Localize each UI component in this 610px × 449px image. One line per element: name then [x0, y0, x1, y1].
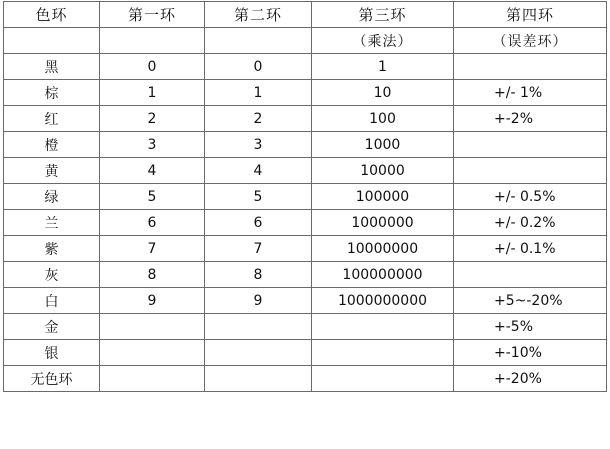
- cell-first-digit: 7: [100, 236, 205, 262]
- cell-first-digit: 0: [100, 54, 205, 80]
- cell-second-digit: [205, 340, 312, 366]
- table-row: [4, 340, 607, 366]
- cell-multiplier: 10000000: [312, 236, 454, 262]
- cell-color: 紫: [4, 236, 100, 262]
- cell-multiplier: [312, 340, 454, 366]
- table-row: [4, 236, 607, 262]
- cell-second-digit: [205, 314, 312, 340]
- cell-tolerance: +-20%: [454, 366, 607, 392]
- header-second-ring: 第二环: [205, 2, 312, 28]
- cell-first-digit: [100, 366, 205, 392]
- cell-tolerance: [454, 158, 607, 184]
- table-row: [4, 132, 607, 158]
- cell-second-digit: 1: [205, 80, 312, 106]
- cell-multiplier: [312, 314, 454, 340]
- table-row: [4, 210, 607, 236]
- table-row: [4, 158, 607, 184]
- header-row: [4, 2, 607, 28]
- cell-tolerance: [454, 132, 607, 158]
- cell-multiplier: 1000000: [312, 210, 454, 236]
- cell-color: 红: [4, 106, 100, 132]
- cell-second-digit: 7: [205, 236, 312, 262]
- cell-tolerance: +-10%: [454, 340, 607, 366]
- cell-color: 兰: [4, 210, 100, 236]
- cell-first-digit: 4: [100, 158, 205, 184]
- cell-color: 无色环: [4, 366, 100, 392]
- cell-second-digit: 8: [205, 262, 312, 288]
- cell-first-digit: 1: [100, 80, 205, 106]
- header-first-ring: 第一环: [100, 2, 205, 28]
- subheader-tolerance: （误差环）: [454, 28, 607, 54]
- table-row: [4, 262, 607, 288]
- cell-color: 金: [4, 314, 100, 340]
- cell-second-digit: 5: [205, 184, 312, 210]
- cell-tolerance: +-2%: [454, 106, 607, 132]
- cell-second-digit: 6: [205, 210, 312, 236]
- cell-first-digit: [100, 340, 205, 366]
- table-body: [4, 54, 607, 392]
- subheader-second-ring: [205, 28, 312, 54]
- cell-tolerance: +/- 1%: [454, 80, 607, 106]
- cell-multiplier: 1: [312, 54, 454, 80]
- header-third-ring: 第三环: [312, 2, 454, 28]
- cell-second-digit: 9: [205, 288, 312, 314]
- cell-tolerance: +/- 0.2%: [454, 210, 607, 236]
- cell-color: 银: [4, 340, 100, 366]
- cell-multiplier: 100: [312, 106, 454, 132]
- cell-tolerance: [454, 54, 607, 80]
- cell-multiplier: 10: [312, 80, 454, 106]
- cell-tolerance: +/- 0.5%: [454, 184, 607, 210]
- cell-first-digit: [100, 314, 205, 340]
- cell-tolerance: [454, 262, 607, 288]
- cell-multiplier: 10000: [312, 158, 454, 184]
- table-row: [4, 54, 607, 80]
- cell-second-digit: 4: [205, 158, 312, 184]
- cell-multiplier: 100000: [312, 184, 454, 210]
- cell-second-digit: [205, 366, 312, 392]
- cell-first-digit: 5: [100, 184, 205, 210]
- cell-color: 橙: [4, 132, 100, 158]
- cell-tolerance: +/- 0.1%: [454, 236, 607, 262]
- cell-multiplier: 1000: [312, 132, 454, 158]
- cell-first-digit: 9: [100, 288, 205, 314]
- table-row: [4, 80, 607, 106]
- cell-multiplier: 1000000000: [312, 288, 454, 314]
- cell-tolerance: +5~-20%: [454, 288, 607, 314]
- table-row: [4, 106, 607, 132]
- subheader-row: [4, 28, 607, 54]
- cell-multiplier: 100000000: [312, 262, 454, 288]
- cell-color: 灰: [4, 262, 100, 288]
- subheader-first-ring: [100, 28, 205, 54]
- cell-color: 绿: [4, 184, 100, 210]
- cell-color: 棕: [4, 80, 100, 106]
- cell-second-digit: 0: [205, 54, 312, 80]
- cell-second-digit: 2: [205, 106, 312, 132]
- cell-first-digit: 2: [100, 106, 205, 132]
- cell-first-digit: 3: [100, 132, 205, 158]
- cell-color: 白: [4, 288, 100, 314]
- table-row: [4, 288, 607, 314]
- cell-first-digit: 8: [100, 262, 205, 288]
- resistor-color-code-table: [3, 1, 607, 392]
- table-row: [4, 366, 607, 392]
- cell-first-digit: 6: [100, 210, 205, 236]
- header-fourth-ring: 第四环: [454, 2, 607, 28]
- table-row: [4, 314, 607, 340]
- cell-second-digit: 3: [205, 132, 312, 158]
- subheader-color-ring: [4, 28, 100, 54]
- cell-tolerance: +-5%: [454, 314, 607, 340]
- cell-color: 黄: [4, 158, 100, 184]
- cell-color: 黑: [4, 54, 100, 80]
- subheader-multiplier: （乘法）: [312, 28, 454, 54]
- header-color-ring: 色环: [4, 2, 100, 28]
- table-header: [4, 2, 607, 54]
- cell-multiplier: [312, 366, 454, 392]
- table-row: [4, 184, 607, 210]
